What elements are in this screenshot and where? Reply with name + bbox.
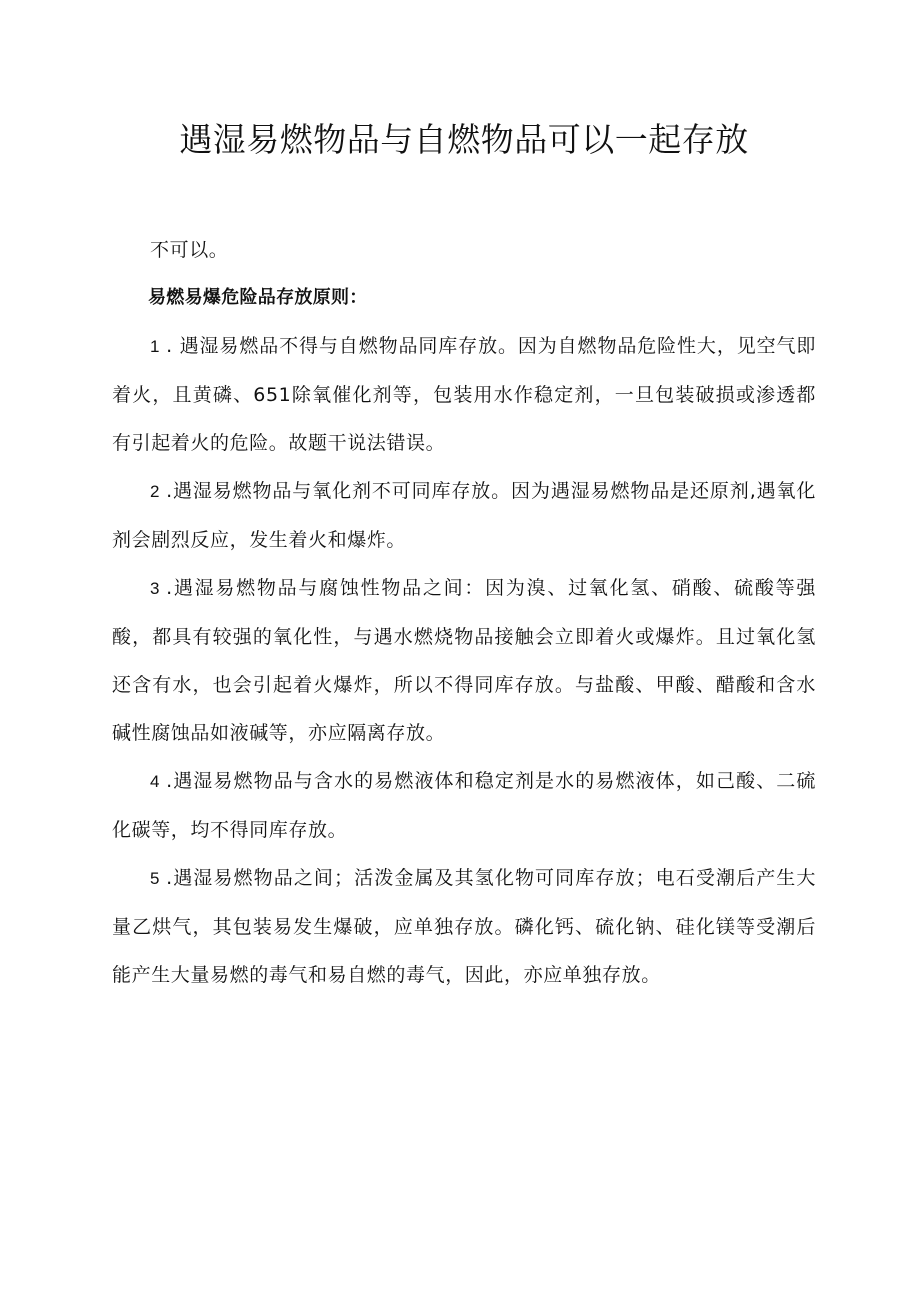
list-item-3 — [112, 564, 816, 757]
list-item-text: .遇湿易燃物品与腐蚀性物品之间：因为溴、过氧化氢、硝酸、硫酸等强酸，都具有较强的氧化性，与遇水燃烧物品接触会立即着火或爆炸。且过氧化氢还含有水，也会引起着火爆炸，所以不得同库存放。与盐酸、甲酸、醋酸和含水碱性腐蚀品如液碱等，亦应隔离存放。 — [112, 577, 816, 744]
list-item-5 — [112, 854, 816, 999]
list-item-number: 2 — [150, 482, 161, 501]
section-heading: 易燃易爆危险品存放原则： — [148, 287, 368, 308]
list-item-text: .遇湿易燃物品与含水的易燃液体和稳定剂是水的易燃液体，如己酸、二硫化碳等，均不得同库存放。 — [112, 770, 816, 841]
list-item-text: .遇湿易燃物品之间；活泼金属及其氢化物可同库存放；电石受潮后产生大量乙烘气，其包装易发生爆破，应单独存放。磷化钙、硫化钠、硅化镁等受潮后能产生大量易燃的毒气和易自燃的毒气，因此，亦应单独存放。 — [112, 867, 816, 986]
answer-paragraph: 不可以。 — [150, 239, 229, 261]
list-item-4 — [112, 757, 816, 854]
list-item-number: 3 — [150, 579, 161, 598]
list-item-number: 5 — [150, 869, 161, 888]
list-item-number: 1 — [150, 337, 161, 356]
list-item-number: 4 — [150, 772, 161, 791]
document-body — [112, 226, 816, 999]
page-title: 遇湿易燃物品与自燃物品可以一起存放 — [179, 120, 749, 159]
list-item-text: .遇湿易燃物品与氧化剂不可同库存放。因为遇湿易燃物品是还原剂,遇氧化剂会剧烈反应，发生着火和爆炸。 — [112, 480, 816, 551]
list-item-2 — [112, 467, 816, 564]
list-item-text: . 遇湿易燃品不得与自燃物品同库存放。因为自燃物品危险性大，见空气即着火，且黄磷、651除氧催化剂等，包装用水作稳定剂，一旦包装破损或渗透都有引起着火的危险。故题干说法错误。 — [112, 335, 816, 454]
list-item-1 — [112, 322, 816, 467]
